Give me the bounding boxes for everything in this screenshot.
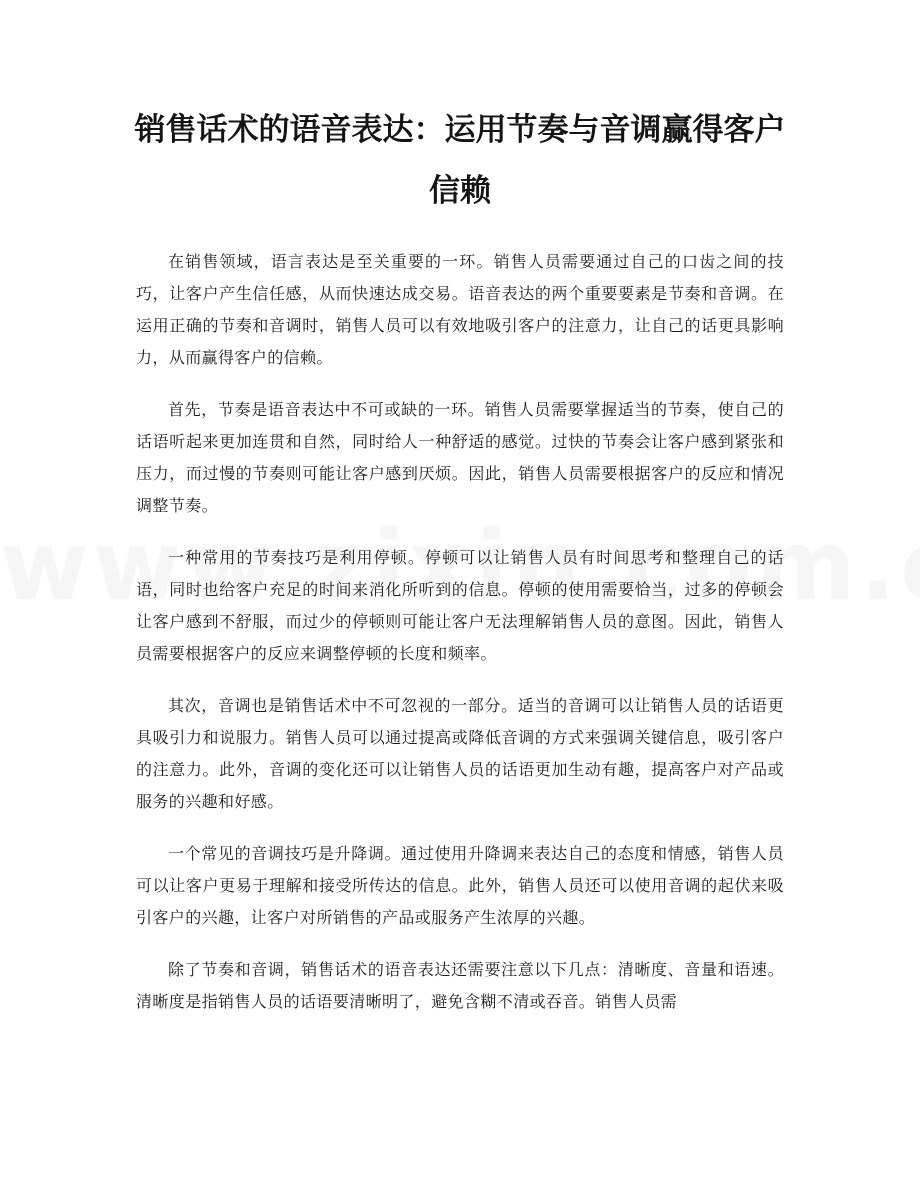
- paragraph-6: 除了节奏和音调，销售话术的语音表达还需要注意以下几点：清晰度、音量和语速。清晰度是指销售人员的话语要清晰明了，避免含糊不清或吞音。销售人员需: [136, 960, 784, 1011]
- paragraph-3: 一种常用的节奏技巧是利用停顿。停顿可以让销售人员有时间思考和整理自己的话语，同时也给客户充足的时间来消化所听到的信息。停顿的使用需要恰当，过多的停顿会让客户感到不舒服，而过少的停顿则可能让客户无法理解销售人员的意图。因此，销售人员需要根据客户的反应来调整停顿的长度和频率。: [136, 548, 784, 663]
- paragraph-1: 在销售领域，语言表达是至关重要的一环。销售人员需要通过自己的口齿之间的技巧，让客户产生信任感，从而快速达成交易。语音表达的两个重要要素是节奏和音调。在运用正确的节奏和音调时，销售人员可以有效地吸引客户的注意力，让自己的话更具影响力，从而赢得客户的信赖。: [136, 252, 784, 367]
- document-body: [136, 246, 784, 1038]
- paragraph-2: 首先，节奏是语音表达中不可或缺的一环。销售人员需要掌握适当的节奏，使自己的话语听起来更加连贯和自然，同时给人一种舒适的感觉。过快的节奏会让客户感到紧张和压力，而过慢的节奏则可能让客户感到厌烦。因此，销售人员需要根据客户的反应和情况调整节奏。: [136, 400, 784, 515]
- paragraph-5: 一个常见的音调技巧是升降调。通过使用升降调来表达自己的态度和情感，销售人员可以让客户更易于理解和接受所传达的信息。此外，销售人员还可以使用音调的起伏来吸引客户的兴趣，让客户对所销售的产品或服务产生浓厚的兴趣。: [136, 844, 784, 927]
- paragraph-4: 其次，音调也是销售话术中不可忽视的一部分。适当的音调可以让销售人员的话语更具吸引力和说服力。销售人员可以通过提高或降低音调的方式来强调关键信息，吸引客户的注意力。此外，音调的变化还可以让销售人员的话语更加生动有趣，提高客户对产品或服务的兴趣和好感。: [136, 696, 784, 811]
- document-title: 销售话术的语音表达：运用节奏与音调赢得客户信赖: [134, 112, 786, 209]
